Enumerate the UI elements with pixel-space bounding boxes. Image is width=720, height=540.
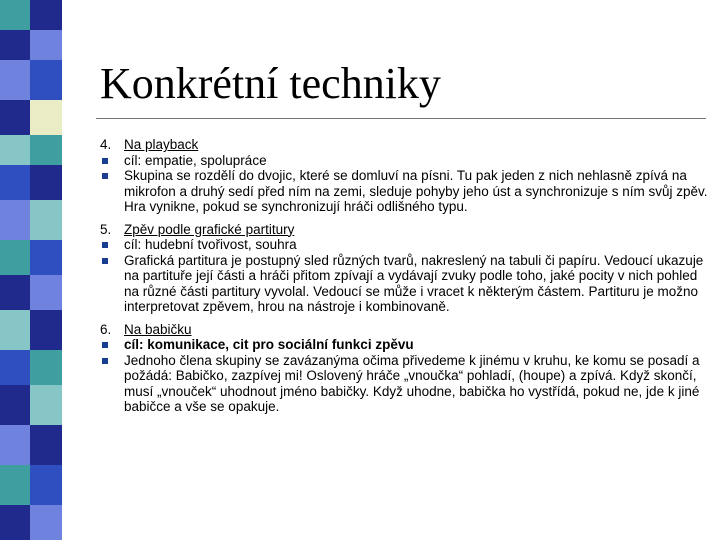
section-title: Na playback <box>124 137 199 152</box>
section-number: 6. <box>100 321 112 337</box>
section-title: Na babičku <box>124 321 192 337</box>
square-bullet-icon <box>100 237 124 253</box>
section-number: 4. <box>100 137 112 152</box>
section-heading <box>100 322 710 338</box>
item-text: cíl: komunikace, cit pro sociální funkci zpěvu <box>124 337 414 352</box>
section-heading <box>100 137 710 153</box>
title-divider <box>96 118 706 119</box>
list-item <box>100 153 710 169</box>
slide-content <box>100 137 710 422</box>
square-bullet-icon <box>100 153 124 169</box>
section-heading <box>100 222 710 238</box>
item-text: Jednoho člena skupiny se zavázanýma očima přivedeme k jinému v kruhu, ke komu se posadí a požádá: Babičko, zazpívej mi! Oslovený hráče „vnoučka“ pohladí, (houpe) a zpívá. Když skončí, musí „vnouček“ uhodnout jméno babičky. Když uhodne, babička ho vystřídá, pokud ne, jde k jiné babičce a vše se opakuje. <box>124 352 700 414</box>
square-bullet-icon <box>100 337 124 353</box>
list-item <box>100 253 710 315</box>
section-playback <box>100 137 710 215</box>
section-graphic-score <box>100 222 710 315</box>
decorative-color-stripe <box>0 0 62 540</box>
item-text: Skupina se rozdělí do dvojic, které se domluví na písni. Tu pak jeden z nich nehlasně zpívá na mikrofon a druhý sedí před ním na zemi, sleduje pohyby jeho úst a synchronizuje s ním svůj zpěv. Hra vynikne, pokud se synchronizují hráči odlišného typu. <box>124 168 708 214</box>
section-grandmother <box>100 322 710 415</box>
list-item <box>100 237 710 253</box>
section-number: 5. <box>100 221 112 237</box>
item-text: Grafická partitura je postupný sled různých tvarů, nakreslený na tabuli či papíru. Vedoucí ukazuje na partituře její části a hráči přitom zpívají a vydávají zvuky podle toho, jaké pocity v nich pohled na různé části partitury vyvolal. Vedoucí se může i vracet k některým částem. Partituru je možno interpretovat zpěvem, hrou na nástroje i kombinovaně. <box>124 252 704 314</box>
section-title: Zpěv podle grafické partitury <box>124 221 295 237</box>
list-item <box>100 337 710 353</box>
square-bullet-icon <box>100 253 124 315</box>
square-bullet-icon <box>100 168 124 215</box>
square-bullet-icon <box>100 353 124 415</box>
item-text: cíl: empatie, spolupráce <box>124 152 267 168</box>
slide-title: Konkrétní techniky <box>100 59 441 108</box>
list-item <box>100 353 710 415</box>
item-text: cíl: hudební tvořivost, souhra <box>124 237 297 252</box>
list-item <box>100 168 710 215</box>
